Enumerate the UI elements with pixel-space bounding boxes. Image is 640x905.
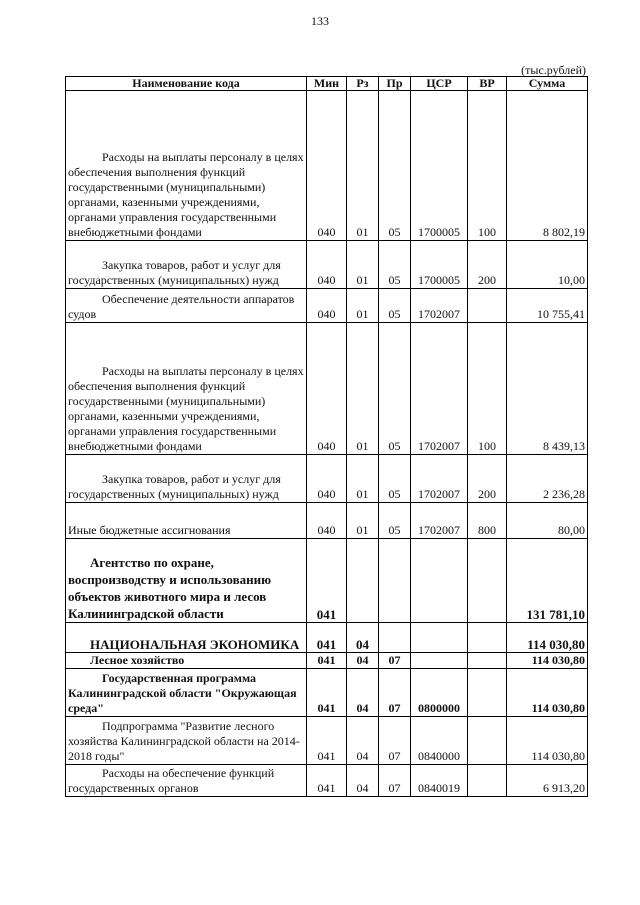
row-min: 040 [307, 241, 347, 289]
header-csr: ЦСР [411, 77, 468, 91]
row-min: 041 [307, 765, 347, 797]
header-rz: Рз [347, 77, 379, 91]
row-rz: 01 [347, 503, 379, 539]
table-row [66, 455, 588, 503]
row-sum: 6 913,20 [507, 765, 588, 797]
row-pr: 05 [379, 91, 411, 241]
row-name: Расходы на обеспечение функций государственных органов [66, 765, 307, 797]
table-row [66, 653, 588, 669]
row-min: 040 [307, 91, 347, 241]
table-row [66, 717, 588, 765]
row-name: Иные бюджетные ассигнования [66, 503, 307, 539]
row-csr: 1702007 [411, 323, 468, 455]
row-vr [468, 623, 507, 653]
units-label: (тыс.рублей) [521, 63, 586, 77]
row-name: Закупка товаров, работ и услуг для государственных (муниципальных) нужд [66, 241, 307, 289]
row-min: 041 [307, 539, 347, 623]
row-vr: 100 [468, 323, 507, 455]
table-row [66, 91, 588, 241]
row-min: 041 [307, 623, 347, 653]
row-sum: 114 030,80 [507, 623, 588, 653]
row-rz: 01 [347, 91, 379, 241]
row-min: 040 [307, 503, 347, 539]
row-sum: 10 755,41 [507, 289, 588, 323]
row-vr [468, 289, 507, 323]
row-vr [468, 653, 507, 669]
table-row [66, 669, 588, 717]
row-sum: 2 236,28 [507, 455, 588, 503]
row-sum: 114 030,80 [507, 669, 588, 717]
row-rz: 01 [347, 289, 379, 323]
row-name: Лесное хозяйство [66, 653, 307, 669]
table-row [66, 289, 588, 323]
row-name: Закупка товаров, работ и услуг для государственных (муниципальных) нужд [66, 455, 307, 503]
row-pr: 07 [379, 765, 411, 797]
row-min: 041 [307, 669, 347, 717]
table-row [66, 623, 588, 653]
row-rz: 04 [347, 765, 379, 797]
row-sum: 131 781,10 [507, 539, 588, 623]
table-row [66, 503, 588, 539]
row-vr: 800 [468, 503, 507, 539]
row-min: 040 [307, 455, 347, 503]
row-pr: 05 [379, 323, 411, 455]
row-pr: 05 [379, 503, 411, 539]
header-sum: Сумма [507, 77, 588, 91]
row-vr [468, 717, 507, 765]
table-row [66, 323, 588, 455]
row-rz: 01 [347, 455, 379, 503]
row-rz: 04 [347, 717, 379, 765]
row-pr [379, 623, 411, 653]
row-csr [411, 623, 468, 653]
row-sum: 114 030,80 [507, 717, 588, 765]
row-vr [468, 669, 507, 717]
row-pr: 05 [379, 289, 411, 323]
row-rz [347, 539, 379, 623]
row-min: 040 [307, 323, 347, 455]
header-pr: Пр [379, 77, 411, 91]
row-sum: 10,00 [507, 241, 588, 289]
table-row [66, 241, 588, 289]
header-name: Наименование кода [66, 77, 307, 91]
row-pr: 07 [379, 653, 411, 669]
row-pr: 05 [379, 241, 411, 289]
row-vr [468, 765, 507, 797]
page-number: 133 [311, 14, 329, 28]
row-csr: 0800000 [411, 669, 468, 717]
row-vr: 200 [468, 241, 507, 289]
row-name: Обеспечение деятельности аппаратов судов [66, 289, 307, 323]
table-row [66, 765, 588, 797]
row-name: Расходы на выплаты персоналу в целях обеспечения выполнения функций государственными (муниципальными) органами, казенными учреждениями, органами управления государственными внебюджетными фондами [66, 323, 307, 455]
budget-table [65, 76, 588, 797]
row-rz: 01 [347, 323, 379, 455]
row-pr: 07 [379, 717, 411, 765]
row-vr [468, 539, 507, 623]
row-csr: 1702007 [411, 289, 468, 323]
row-csr: 1702007 [411, 503, 468, 539]
row-min: 041 [307, 653, 347, 669]
row-csr [411, 539, 468, 623]
row-min: 041 [307, 717, 347, 765]
row-name: Агентство по охране, воспроизводству и использованию объектов животного мира и лесов Калининградской области [66, 539, 307, 623]
row-pr [379, 539, 411, 623]
row-rz: 01 [347, 241, 379, 289]
row-vr: 200 [468, 455, 507, 503]
header-vr: ВР [468, 77, 507, 91]
row-min: 040 [307, 289, 347, 323]
row-rz: 04 [347, 669, 379, 717]
row-csr: 1700005 [411, 91, 468, 241]
row-vr: 100 [468, 91, 507, 241]
row-name: Подпрограмма "Развитие лесного хозяйства Калининградской области на 2014-2018 годы" [66, 717, 307, 765]
row-rz: 04 [347, 653, 379, 669]
row-sum: 8 802,19 [507, 91, 588, 241]
row-pr: 05 [379, 455, 411, 503]
row-csr: 0840000 [411, 717, 468, 765]
row-csr: 1702007 [411, 455, 468, 503]
row-csr: 0840019 [411, 765, 468, 797]
row-csr: 1700005 [411, 241, 468, 289]
row-rz: 04 [347, 623, 379, 653]
row-name: Государственная программа Калининградской области "Окружающая среда" [66, 669, 307, 717]
row-csr [411, 653, 468, 669]
row-sum: 80,00 [507, 503, 588, 539]
header-min: Мин [307, 77, 347, 91]
row-sum: 8 439,13 [507, 323, 588, 455]
table-header-row [66, 77, 588, 91]
table-row [66, 539, 588, 623]
row-pr: 07 [379, 669, 411, 717]
row-name: НАЦИОНАЛЬНАЯ ЭКОНОМИКА [66, 623, 307, 653]
row-sum: 114 030,80 [507, 653, 588, 669]
row-name: Расходы на выплаты персоналу в целях обеспечения выполнения функций государственными (муниципальными) органами, казенными учреждениями, органами управления государственными внебюджетными фондами [66, 91, 307, 241]
